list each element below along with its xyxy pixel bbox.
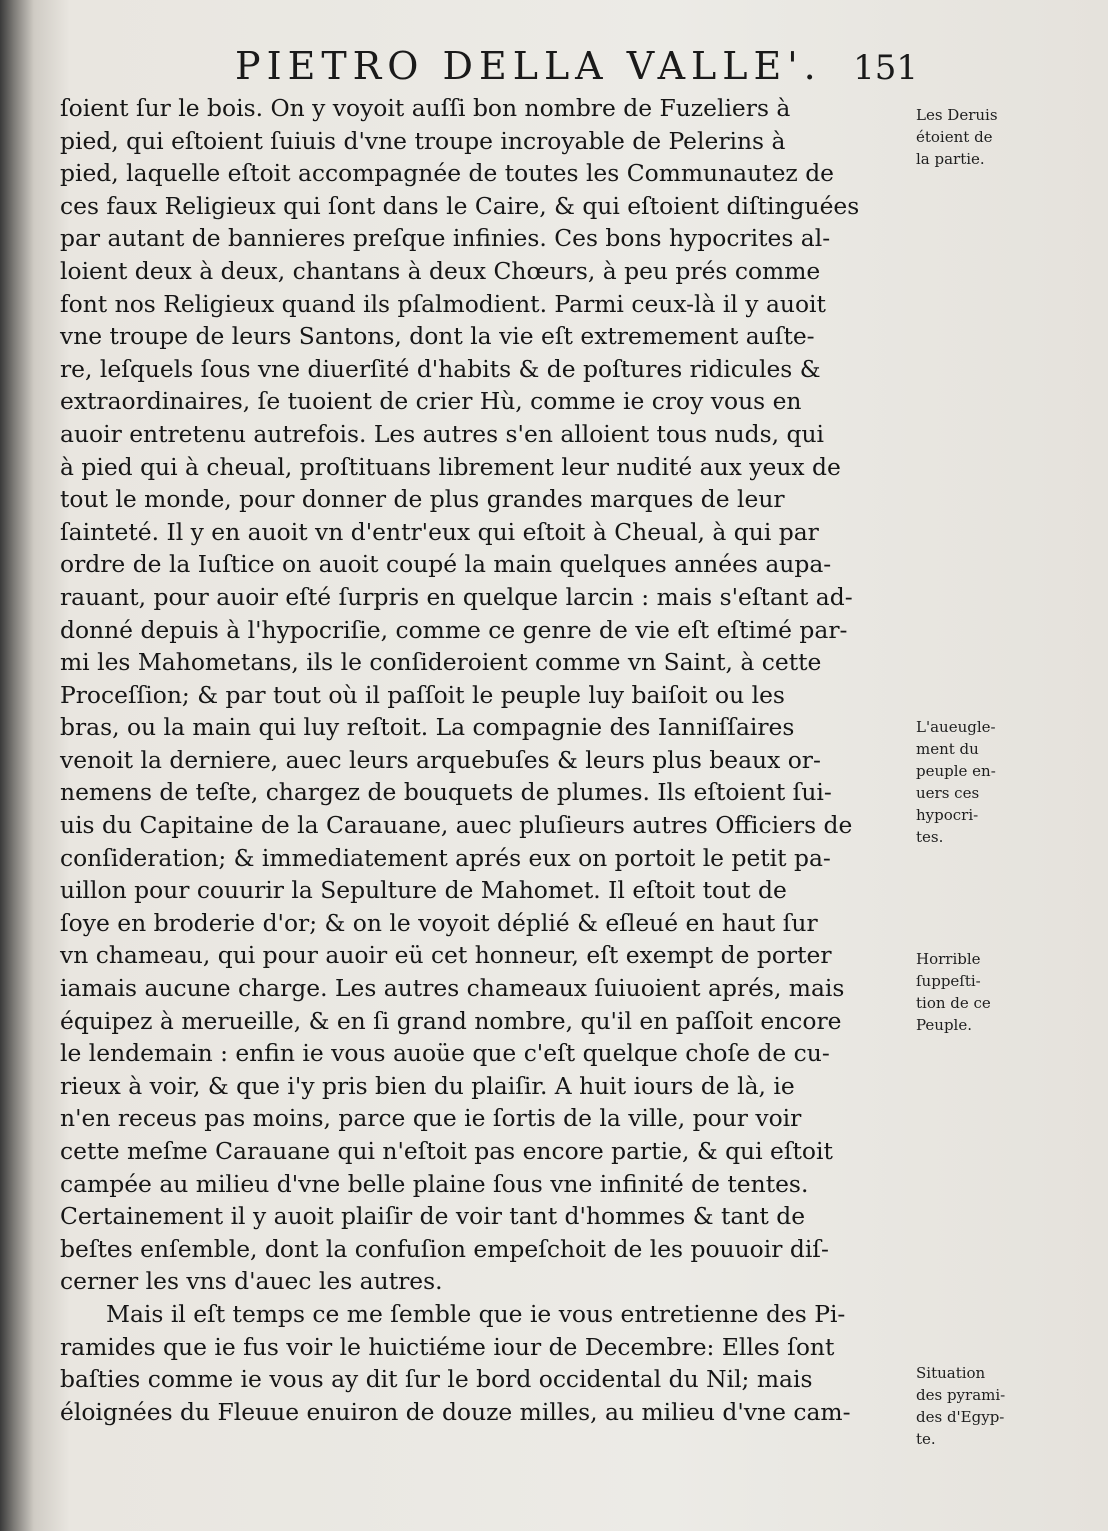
page-number: 151 bbox=[853, 48, 918, 88]
margin-note-line: hypocri- bbox=[916, 806, 979, 824]
body-text bbox=[60, 92, 912, 1428]
paragraph-start-line: Mais il eſt temps ce me ſemble que ie vous entretienne des Pi- bbox=[106, 1299, 846, 1328]
text-line: uis du Capitaine de la Carauane, auec pluſieurs autres Officiers de bbox=[60, 811, 853, 840]
margin-note-line: uers ces bbox=[916, 784, 980, 802]
margin-note-line: Peuple. bbox=[916, 1016, 973, 1034]
text-line: pied, laquelle eſtoit accompagnée de toutes les Communautez de bbox=[60, 159, 835, 188]
margin-note-line: tion de ce bbox=[916, 994, 991, 1012]
margin-note-line: peuple en- bbox=[916, 762, 996, 780]
margin-note-line: Horrible bbox=[916, 950, 981, 968]
text-line: re, leſquels ſous vne diuerſité d'habits & de poſtures ridicules & bbox=[60, 354, 821, 383]
text-line: Certainement il y auoit plaiſir de voir tant d'hommes & tant de bbox=[60, 1202, 806, 1231]
text-line: extraordinaires, ſe tuoient de crier Hù, comme ie croy vous en bbox=[60, 387, 802, 416]
text-line: ces faux Religieux qui ſont dans le Caire, & qui eſtoient diſtinguées bbox=[60, 191, 860, 220]
text-line: ſoient ſur le bois. On y voyoit auſſi bon nombre de Fuzeliers à bbox=[60, 94, 791, 122]
margin-note-line: la partie. bbox=[916, 150, 985, 168]
text-line: cerner les vns d'auec les autres. bbox=[60, 1267, 443, 1296]
text-line: mi les Mahometans, ils le conſideroient comme vn Saint, à cette bbox=[60, 648, 822, 677]
text-line: baſties comme ie vous ay dit ſur le bord occidental du Nil; mais bbox=[60, 1365, 813, 1394]
text-line: vn chameau, qui pour auoir eü cet honneur, eſt exempt de porter bbox=[60, 941, 832, 970]
text-line: Proceſſion; & par tout où il paſſoit le peuple luy baiſoit ou les bbox=[60, 680, 785, 709]
text-line: donné depuis à l'hypocriſie, comme ce genre de vie eſt eſtimé par- bbox=[60, 615, 848, 644]
running-title: PIETRO DELLA VALLE'. bbox=[235, 44, 822, 88]
text-line: n'en receus pas moins, parce que ie ſortis de la ville, pour voir bbox=[60, 1104, 802, 1133]
text-line: beſtes enſemble, dont la confuſion empeſchoit de les pouuoir diſ- bbox=[60, 1234, 829, 1263]
margin-note-line: des d'Egyp- bbox=[916, 1408, 1005, 1426]
margin-note-deruis bbox=[916, 104, 1106, 170]
margin-note-horrible bbox=[916, 948, 1106, 1036]
text-line: cette meſme Carauane qui n'eſtoit pas encore partie, & qui eſtoit bbox=[60, 1137, 833, 1165]
margin-note-line: ſuppeſti- bbox=[916, 972, 981, 990]
margin-note-line: tes. bbox=[916, 828, 944, 846]
margin-note-line: L'aueugle- bbox=[916, 718, 996, 736]
margin-note-line: étoient de bbox=[916, 128, 993, 146]
text-line: nemens de teſte, chargez de bouquets de plumes. Ils eſtoient ſui- bbox=[60, 778, 832, 807]
margin-note-line: ment du bbox=[916, 740, 979, 758]
margin-note-line: Les Deruis bbox=[916, 106, 998, 124]
text-line: à pied qui à cheual, proſtituans librement leur nudité aux yeux de bbox=[60, 452, 841, 481]
text-line: ſainteté. Il y en auoit vn d'entr'eux qui eſtoit à Cheual, à qui par bbox=[60, 517, 819, 546]
text-line: ſoye en broderie d'or; & on le voyoit déplié & eſleué en haut ſur bbox=[60, 908, 818, 937]
margin-note-line: des pyrami- bbox=[916, 1386, 1006, 1404]
text-line: ordre de la Iuſtice on auoit coupé la main quelques années aupa- bbox=[60, 550, 832, 579]
text-line: loient deux à deux, chantans à deux Chœurs, à peu prés comme bbox=[60, 256, 821, 285]
text-line: éloignées du Fleuue enuiron de douze milles, au milieu d'vne cam- bbox=[60, 1397, 851, 1426]
text-line: rieux à voir, & que i'y pris bien du plaiſir. A huit iours de là, ie bbox=[60, 1071, 795, 1100]
text-line: font nos Religieux quand ils pſalmodient. Parmi ceux-là il y auoit bbox=[60, 289, 826, 318]
margin-note-line: te. bbox=[916, 1430, 936, 1448]
text-line: campée au milieu d'vne belle plaine ſous vne infinité de tentes. bbox=[60, 1169, 809, 1198]
text-line: conſideration; & immediatement aprés eux on portoit le petit pa- bbox=[60, 843, 831, 872]
margin-note-situation bbox=[916, 1362, 1106, 1450]
text-line: uillon pour couurir la Sepulture de Mahomet. Il eſtoit tout de bbox=[60, 876, 787, 905]
text-line: vne troupe de leurs Santons, dont la vie eſt extremement auſte- bbox=[60, 322, 815, 351]
margin-note-line: Situation bbox=[916, 1364, 986, 1382]
text-line: pied, qui eſtoient ſuiuis d'vne troupe incroyable de Pelerins à bbox=[60, 126, 786, 155]
text-line: auoir entretenu autrefois. Les autres s'en alloient tous nuds, qui bbox=[60, 419, 825, 448]
text-line: venoit la derniere, auec leurs arquebuſes & leurs plus beaux or- bbox=[60, 745, 821, 774]
text-line: par autant de bannieres preſque infinies. Ces bons hypocrites al- bbox=[60, 224, 831, 253]
text-line: rauant, pour auoir eſté ſurpris en quelque larcin : mais s'eſtant ad- bbox=[60, 582, 853, 611]
text-line: bras, ou la main qui luy reſtoit. La compagnie des Ianniſſaires bbox=[60, 713, 795, 742]
running-head bbox=[60, 44, 920, 94]
bleed-through-text bbox=[930, 1192, 1100, 1302]
text-line: ramides que ie fus voir le huictiéme iour de Decembre: Elles ſont bbox=[60, 1332, 835, 1361]
text-line: équipez à merueille, & en ſi grand nombre, qu'il en paſſoit encore bbox=[60, 1006, 842, 1035]
text-line: le lendemain : enfin ie vous auoüe que c'eſt quelque choſe de cu- bbox=[60, 1039, 830, 1068]
text-line: iamais aucune charge. Les autres chameaux ſuiuoient aprés, mais bbox=[60, 974, 845, 1003]
text-line: tout le monde, pour donner de plus grandes marques de leur bbox=[60, 485, 785, 514]
margin-note-aueuglement bbox=[916, 716, 1106, 848]
